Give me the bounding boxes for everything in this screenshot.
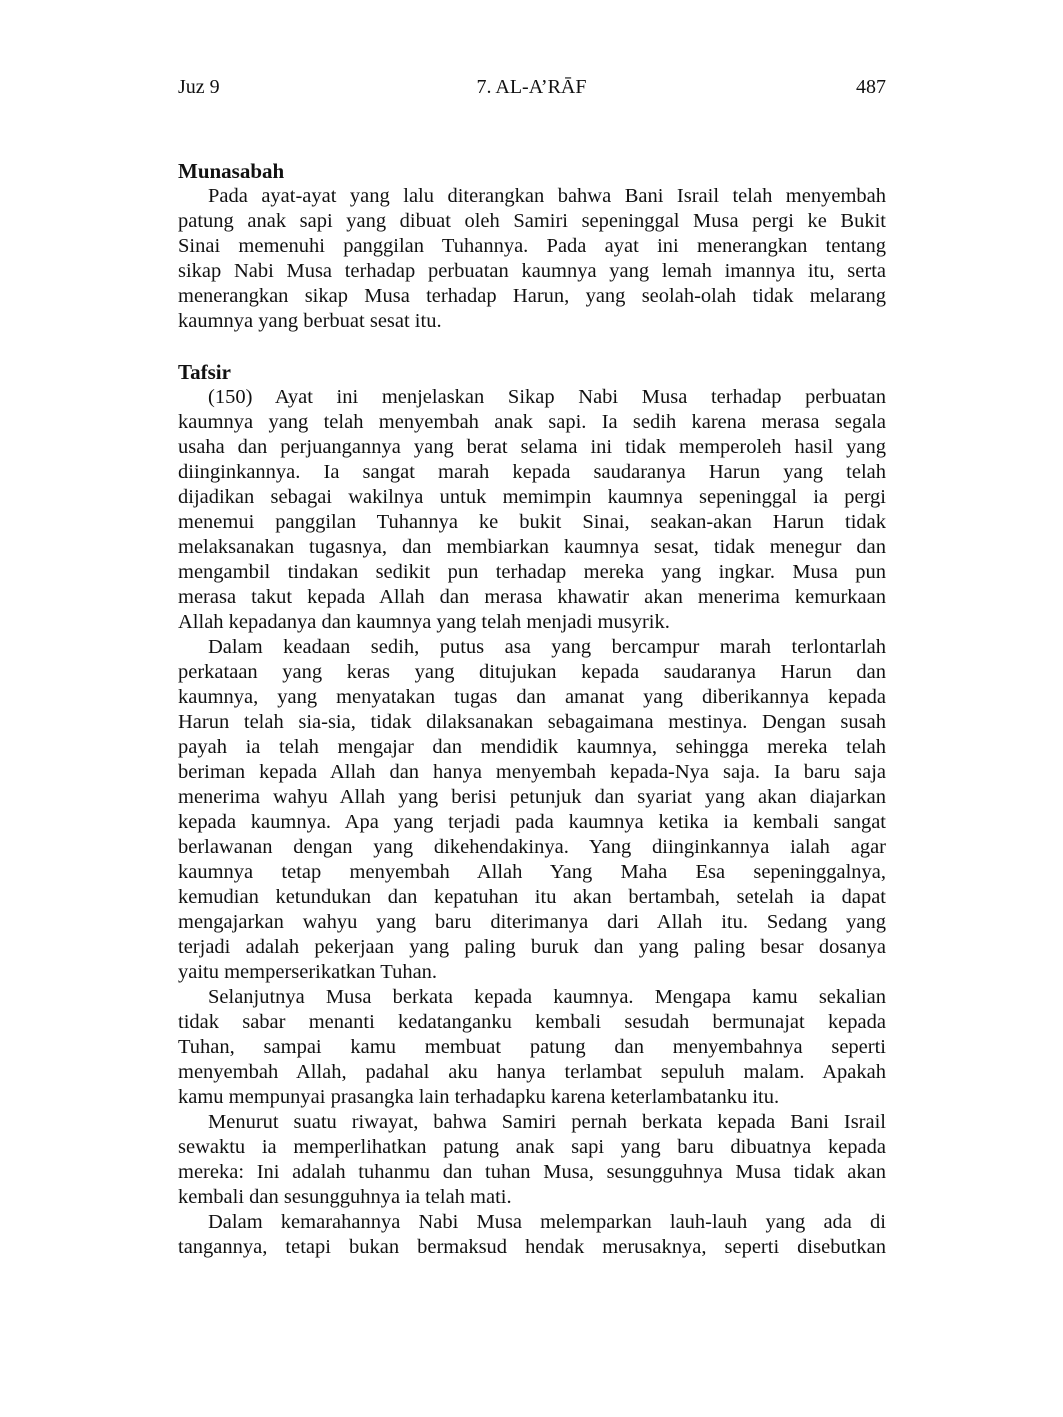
section-heading: Munasabah — [178, 159, 285, 183]
paragraph — [178, 184, 886, 334]
text-line: kaumnya, yang menyatakan tugas dan amanat yang diberikannya kepada — [178, 686, 886, 708]
text-line: diinginkannya. Ia sangat marah kepada saudaranya Harun yang telah — [178, 461, 886, 483]
text-line: menyembah Allah, padahal aku hanya terlambat sepuluh malam. Apakah — [178, 1061, 886, 1083]
text-line: payah ia telah mengajar dan mendidik kaumnya, sehingga mereka telah — [178, 736, 886, 758]
text-line: Menurut suatu riwayat, bahwa Samiri pernah berkata kepada Bani Israil — [208, 1111, 886, 1133]
text-line: mengajarkan wahyu yang baru diterimanya dari Allah itu. Sedang yang — [178, 911, 886, 933]
text-line: kembali dan sesungguhnya ia telah mati. — [178, 1186, 512, 1208]
paragraph — [178, 1110, 886, 1210]
text-line: usaha dan perjuangannya yang berat selama ini tidak memperoleh hasil yang — [178, 436, 886, 458]
paragraph — [178, 985, 886, 1110]
text-line: kamu mempunyai prasangka lain terhadapku karena keterlambatanku itu. — [178, 1086, 780, 1108]
text-line: Harun telah sia-sia, tidak dilaksanakan sebagaimana mestinya. Dengan susah — [178, 711, 886, 733]
running-header-juz: Juz 9 — [178, 76, 220, 98]
text-line: kaumnya yang telah menyembah anak sapi. Ia sedih karena merasa segala — [178, 411, 886, 433]
text-line: Tuhan, sampai kamu membuat patung dan menyembahnya seperti — [178, 1036, 886, 1058]
page-number: 487 — [856, 76, 886, 98]
text-line: kaumnya yang berbuat sesat itu. — [178, 310, 442, 332]
text-line: tidak sabar menanti kedatanganku kembali sesudah bermunajat kepada — [178, 1011, 886, 1033]
text-line: Sinai memenuhi panggilan Tuhannya. Pada ayat ini menerangkan tentang — [178, 235, 886, 257]
text-line: kemudian ketundukan dan kepatuhan itu akan bertambah, setelah ia dapat — [178, 886, 886, 908]
text-line: melaksanakan tugasnya, dan membiarkan kaumnya sesat, tidak menegur dan — [178, 536, 886, 558]
paragraph — [178, 1210, 886, 1260]
text-line: menerima wahyu Allah yang berisi petunjuk dan syariat yang akan diajarkan — [178, 786, 886, 808]
text-line: kaumnya tetap menyembah Allah Yang Maha Esa sepeninggalnya, — [178, 861, 886, 883]
text-line: menemui panggilan Tuhannya ke bukit Sinai, seakan-akan Harun tidak — [178, 511, 886, 533]
text-line: kepada kaumnya. Apa yang terjadi pada kaumnya ketika ia kembali sangat — [178, 811, 886, 833]
text-line: menerangkan sikap Musa terhadap Harun, yang seolah-olah tidak melarang — [178, 285, 886, 307]
text-line: sewaktu ia memperlihatkan patung anak sapi yang baru dibuatnya kepada — [178, 1136, 886, 1158]
paragraph — [178, 385, 886, 635]
text-line: yaitu memperserikatkan Tuhan. — [178, 961, 438, 983]
running-header-surah: 7. AL-A’RĀF — [476, 76, 587, 98]
text-line: sikap Nabi Musa terhadap perbuatan kaumnya yang lemah imannya itu, serta — [178, 260, 886, 282]
text-line: Dalam kemarahannya Nabi Musa melemparkan lauh-lauh yang ada di — [208, 1211, 886, 1233]
text-line: perkataan yang keras yang ditujukan kepada saudaranya Harun dan — [178, 661, 886, 683]
text-line: Pada ayat-ayat yang lalu diterangkan bahwa Bani Israil telah menyembah — [208, 185, 886, 207]
section-gap — [178, 334, 886, 360]
text-line: patung anak sapi yang dibuat oleh Samiri sepeninggal Musa pergi ke Bukit — [178, 210, 886, 232]
text-line: dijadikan sebagai wakilnya untuk memimpin kaumnya sepeninggal ia pergi — [178, 486, 886, 508]
text-line: mengambil tindakan sedikit pun terhadap mereka yang ingkar. Musa pun — [178, 561, 886, 583]
text-line: beriman kepada Allah dan hanya menyembah kepada-Nya saja. Ia baru saja — [178, 761, 886, 783]
text-line: terjadi adalah pekerjaan yang paling buruk dan yang paling besar dosanya — [178, 936, 886, 958]
text-line: Selanjutnya Musa berkata kepada kaumnya. Mengapa kamu sekalian — [208, 986, 886, 1008]
text-line: merasa takut kepada Allah dan merasa khawatir akan menerima kemurkaan — [178, 586, 886, 608]
text-line: Dalam keadaan sedih, putus asa yang bercampur marah terlontarlah — [208, 636, 886, 658]
section-heading: Tafsir — [178, 360, 231, 384]
text-line: (150) Ayat ini menjelaskan Sikap Nabi Musa terhadap perbuatan — [208, 386, 886, 408]
text-line: mereka: Ini adalah tuhanmu dan tuhan Musa, sesungguhnya Musa tidak akan — [178, 1161, 886, 1183]
text-line: tangannya, tetapi bukan bermaksud hendak merusaknya, seperti disebutkan — [178, 1236, 886, 1258]
text-line: berlawanan dengan yang dikehendakinya. Yang diinginkannya ialah agar — [178, 836, 886, 858]
page-body — [178, 159, 886, 1260]
text-line: Allah kepadanya dan kaumnya yang telah menjadi musyrik. — [178, 611, 670, 633]
paragraph — [178, 635, 886, 985]
